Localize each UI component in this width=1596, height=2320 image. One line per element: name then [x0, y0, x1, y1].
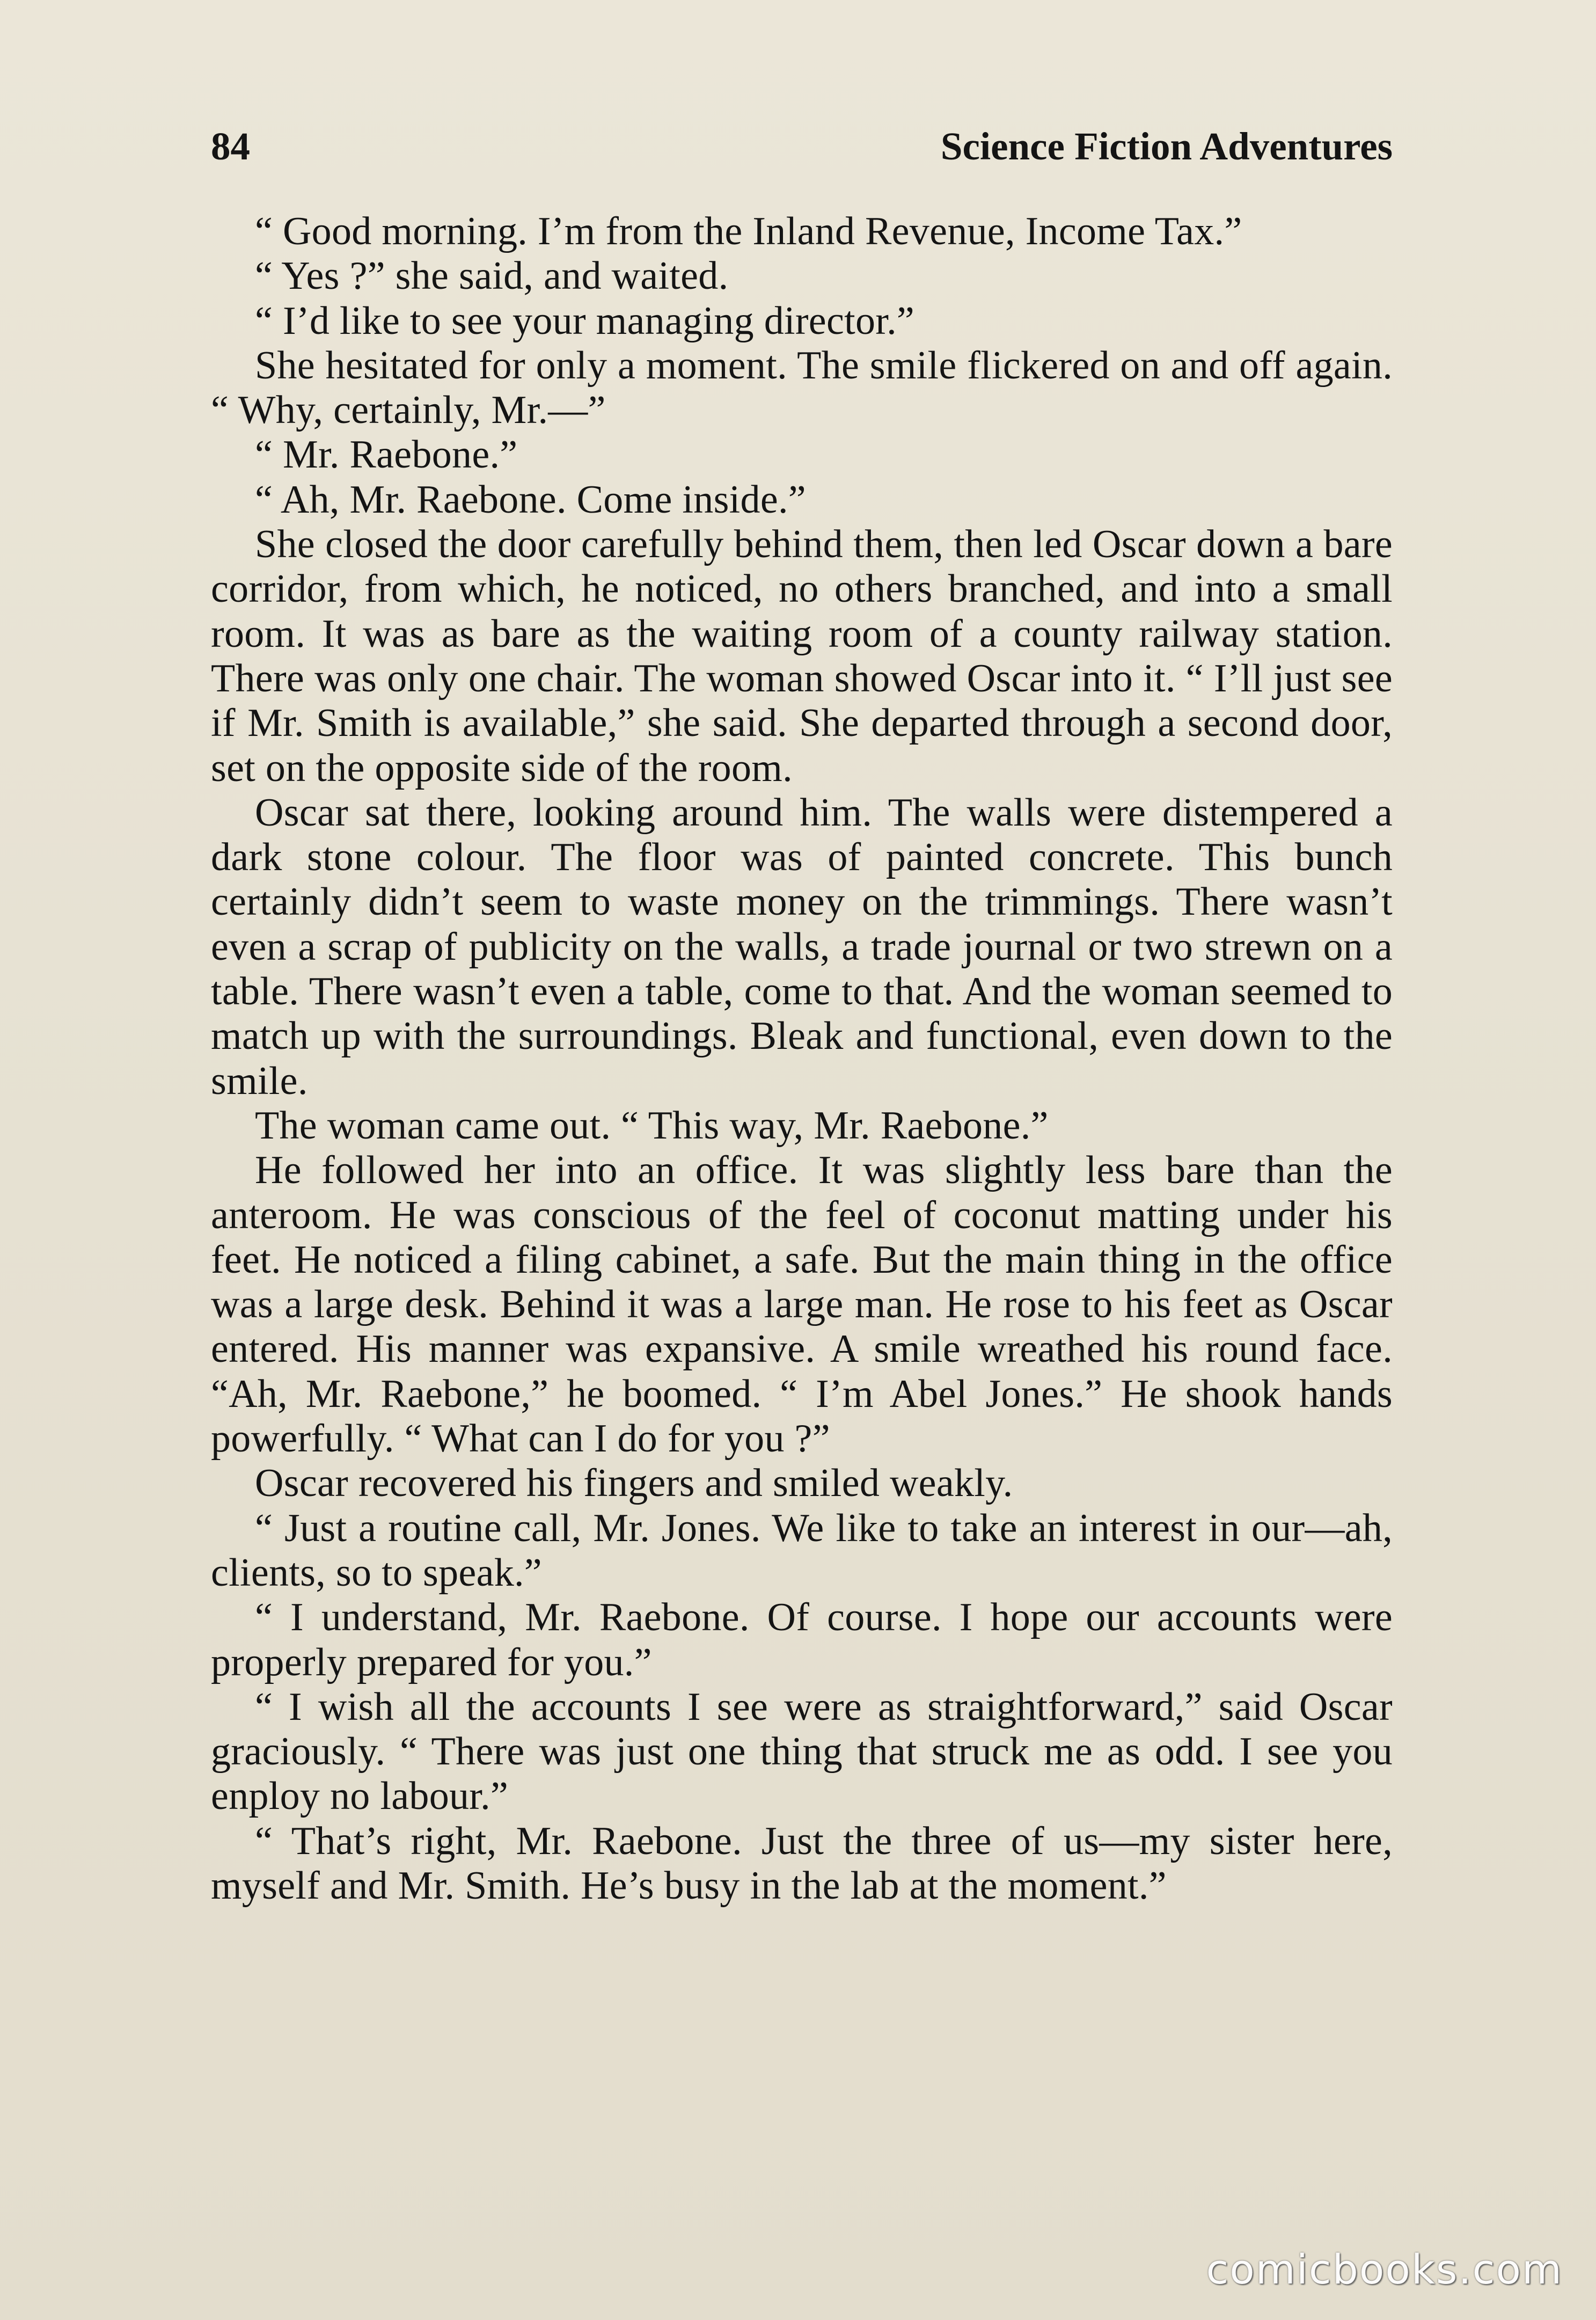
paragraph: “ Good morning. I’m from the Inland Revenue, Income Tax.” [255, 209, 1242, 253]
paragraph: “ I understand, Mr. Raebone. Of course. I hope our accounts were properly prepared for you.” [211, 1595, 1393, 1684]
page-number: 84 [211, 125, 250, 168]
site-watermark: comicbooks.com [1206, 2245, 1563, 2293]
paragraph: Oscar sat there, looking around him. The walls were distempered a dark stone colour. The floor was of painted concrete. This bunch certainly didn’t seem to waste money on the trimmings. There wasn’t even a scrap of publicity on the walls, a trade journal or two strewn on a table. There wasn’t even a table, come to that. And the woman seemed to match up with the surroundings. Bleak and functional, even down to the smile. [211, 790, 1393, 1103]
paragraph: “ Yes ?” she said, and waited. [255, 254, 729, 298]
paragraph: “ I wish all the accounts I see were as straightforward,” said Oscar graciously. “ There was just one thing that struck me as odd. I see you enploy no labour.” [211, 1684, 1393, 1819]
page-header [211, 122, 1393, 171]
paragraph: “ Just a routine call, Mr. Jones. We like to take an interest in our—ah, clients, so to speak.” [211, 1506, 1393, 1595]
story-text [211, 209, 1393, 1908]
paragraph: Oscar recovered his fingers and smiled weakly. [255, 1461, 1013, 1506]
paragraph: He followed her into an office. It was slightly less bare than the anteroom. He was conscious of the feel of coconut matting under his feet. He noticed a filing cabinet, a safe. But the main thing in the office was a large desk. Behind it was a large man. He rose to his feet as Oscar entered. His manner was expansive. A smile wreathed his round face. “Ah, Mr. Raebone,” he boomed. “ I’m Abel Jones.” He shook hands powerfully. “ What can I do for you ?” [211, 1148, 1393, 1461]
paragraph: “ I’d like to see your managing director.” [255, 298, 915, 343]
paragraph: “ That’s right, Mr. Raebone. Just the three of us—my sister here, myself and Mr. Smith. He’s busy in the lab at the moment.” [211, 1819, 1393, 1908]
paragraph: The woman came out. “ This way, Mr. Raebone.” [255, 1103, 1049, 1148]
running-head: Science Fiction Adventures [940, 125, 1393, 168]
paragraph: She hesitated for only a moment. The smile flickered on and off again. “ Why, certainly, Mr.—” [211, 343, 1393, 433]
paragraph: “ Ah, Mr. Raebone. Come inside.” [255, 477, 806, 522]
paragraph: “ Mr. Raebone.” [255, 433, 518, 477]
paragraph: She closed the door carefully behind them, then led Oscar down a bare corridor, from which, he noticed, no others branched, and into a small room. It was as bare as the waiting room of a county railway station. There was only one chair. The woman showed Oscar into it. “ I’ll just see if Mr. Smith is available,” she said. She departed through a second door, set on the opposite side of the room. [211, 522, 1393, 790]
